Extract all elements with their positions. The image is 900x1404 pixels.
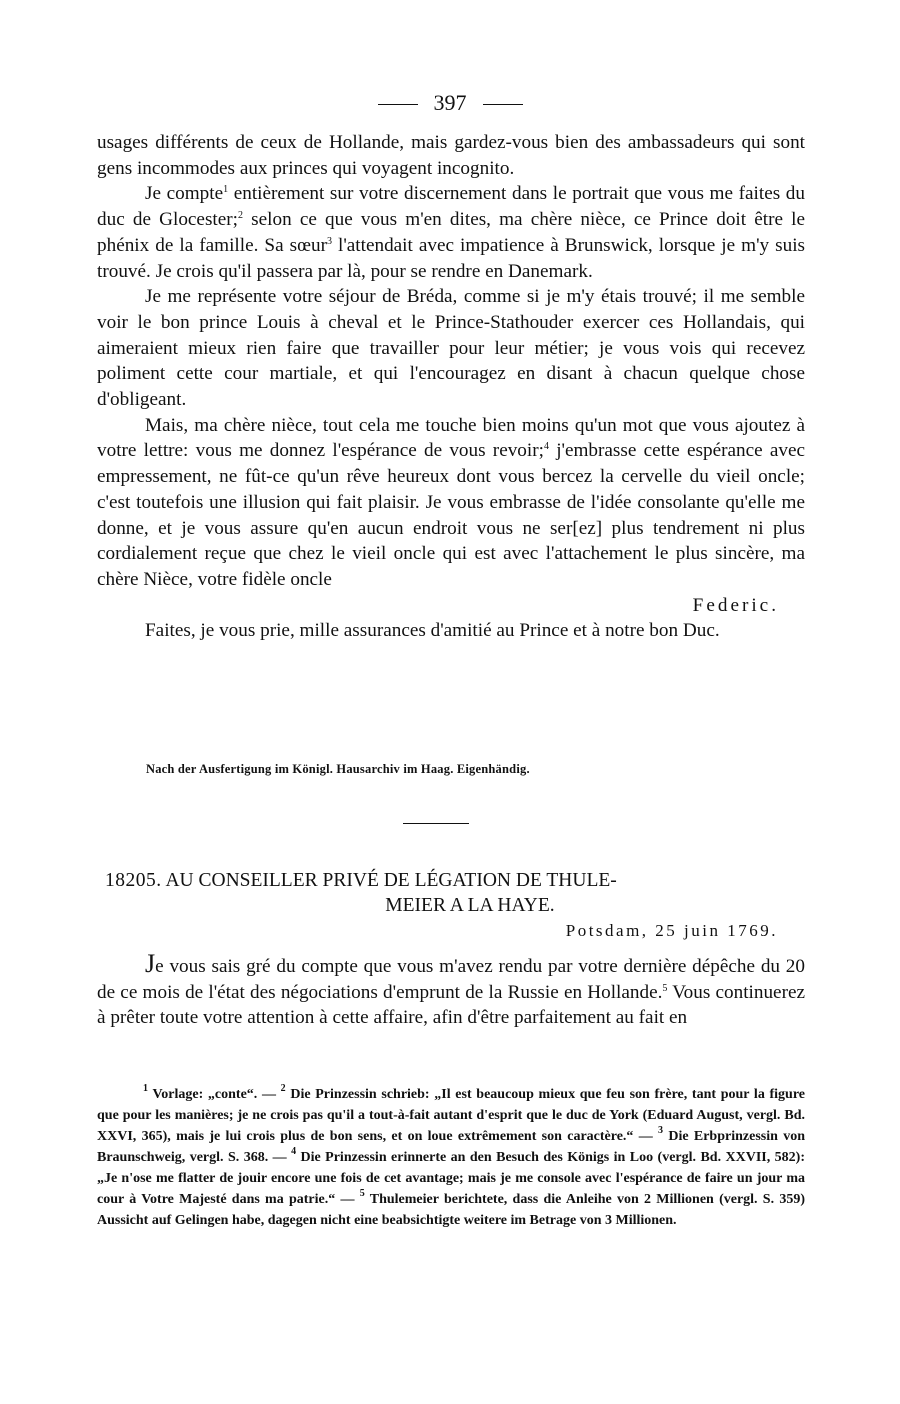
header-rule-left xyxy=(378,104,418,105)
letter-title-2: MEIER A LA HAYE. xyxy=(385,895,555,916)
paragraph-4 xyxy=(97,413,805,593)
paragraph-2-text-c: selon ce que vous m'en dites, ma chère nièce, ce Prince doit être le phénix de la famille. Sa sœur xyxy=(97,209,805,256)
letter-2-body xyxy=(97,951,805,1031)
dateline: Potsdam, 25 juin 1769. xyxy=(565,921,778,940)
paragraph-5 xyxy=(97,618,805,644)
paragraph-2-text-d: l'attendait avec impatience à Brunswick, lorsque je m'y suis trouvé. Je crois qu'il passera par là, pour se rendre en Danemark. xyxy=(97,234,806,282)
letter-2-text-b: Vous continuerez à prêter toute votre attention à cette affaire, afin d'être parfaitement au fait en xyxy=(97,981,805,1029)
footnote-mark-1: 1 xyxy=(143,1083,148,1094)
letter-heading xyxy=(105,868,805,918)
page-header xyxy=(0,88,900,118)
paragraph-2 xyxy=(97,181,805,284)
paragraph-4-text-b: j'embrasse cette espérance avec empressement, ne fût-ce qu'un rêve heureux dont vous bercez la cervelle du vieil oncle; c'est toutefois une illusion qui fait plaisir. Je vous embrasse de l'idée consolante qu'elle me donne, et je vous assure qu'en aucun endroit vous ne ser[ez] plus tendrement ni plus cordialement reçue que chez le vieil oncle qui est avec l'attachement le plus sincère, ma chère Nièce, votre fidèle oncle xyxy=(97,440,806,590)
footnote-ref-1: 1 xyxy=(223,184,229,196)
source-note: Nach der Ausfertigung im Königl. Hausarchiv im Haag. Eigenhändig. xyxy=(146,762,530,776)
letter-heading-line-1 xyxy=(105,868,805,893)
paragraph-2-text-b: entièrement sur votre discernement dans le portrait que vous me faites du duc de Glocester; xyxy=(97,183,805,231)
letter-title-1: AU CONSEILLER PRIVÉ DE LÉGATION DE THULE- xyxy=(165,870,617,891)
footnote-3: Die Erbprinzessin von Braunschweig, vergl. S. 368. — xyxy=(97,1129,805,1165)
footnotes xyxy=(97,1084,805,1231)
footnote-ref-4: 4 xyxy=(543,441,549,453)
letter-body xyxy=(97,130,805,644)
footnote-2: Die Prinzessin schrieb: „Il est beaucoup mieux que feu son frère, tant pour la figure que pour les manières; je ne crois pas qu'il a tout-à-fait autant d'esprit que le duc de York (Eduard August, vergl. Bd. XXVI, 365), mais je lui crois plus de bon sens, et on loue extrêmement son caractère.“ — xyxy=(97,1087,806,1144)
footnote-4: Die Prinzessin erinnerte an den Besuch des Königs in Loo (vergl. Bd. XXVII, 582): „Je n'ose me flatter de jouir encore une fois de cet avantage; mais je me console avec l'espérance de faire un jour ma cour à Votre Majesté dans ma patrie.“ — xyxy=(97,1150,806,1207)
paragraph-5-text: Faites, je vous prie, mille assurances d'amitié au Prince et à notre bon Duc. xyxy=(145,620,720,642)
footnote-mark-3: 3 xyxy=(658,1125,664,1136)
footnote-ref-2: 2 xyxy=(237,210,243,222)
paragraph-3 xyxy=(97,284,805,413)
header-rule-right xyxy=(483,104,523,105)
letter-number: 18205. xyxy=(105,870,162,891)
paragraph-4-text-a: Mais, ma chère nièce, tout cela me touche bien moins qu'un mot que vous ajoutez à votre lettre: vous me donnez l'espérance de vous revoir; xyxy=(97,414,805,462)
footnote-block xyxy=(97,1084,805,1231)
footnote-mark-4: 4 xyxy=(291,1146,297,1157)
paragraph-1-text: usages différents de ceux de Hollande, mais gardez-vous bien des ambassadeurs qui sont gens incommodes aux princes qui voyagent incognito. xyxy=(97,132,805,179)
initial-letter: J xyxy=(145,949,156,978)
letter-2-paragraph xyxy=(97,951,805,1031)
page-number: 397 xyxy=(433,90,467,115)
footnote-mark-2: 2 xyxy=(280,1083,286,1094)
paragraph-1 xyxy=(97,130,805,181)
footnote-ref-3: 3 xyxy=(326,235,332,247)
paragraph-2-text-a: Je compte xyxy=(145,183,224,205)
signature: Federic. xyxy=(692,594,779,616)
footnote-1: Vorlage: „conte“. — xyxy=(152,1087,276,1102)
footnote-5: Thulemeier berichtete, dass die Anleihe von 2 Millionen (vergl. S. 359) Aussicht auf Gelingen habe, dagegen nicht eine beabsichtigte weitere im Betrage von 3 Millionen. xyxy=(97,1192,805,1228)
letter-2-text-a: e vous sais gré du compte que vous m'avez rendu par votre dernière dépêche du 20 de ce mois de l'état des négociations d'emprunt de la Russie en Hollande. xyxy=(97,956,805,1003)
footnote-ref-5: 5 xyxy=(662,982,668,994)
section-divider xyxy=(403,823,469,824)
footnote-mark-5: 5 xyxy=(359,1188,365,1199)
paragraph-3-text: Je me représente votre séjour de Bréda, comme si je m'y étais trouvé; il me semble voir le bon prince Louis à cheval et le Prince-Stathouder exercer ces Hollandais, qui aimeraient mieux rien faire que travailler pour leur métier; je vous vois qui recevez poliment cette cour martiale, et qui l'encouragez en disant à chacun quelque chose d'obligeant. xyxy=(97,286,805,411)
